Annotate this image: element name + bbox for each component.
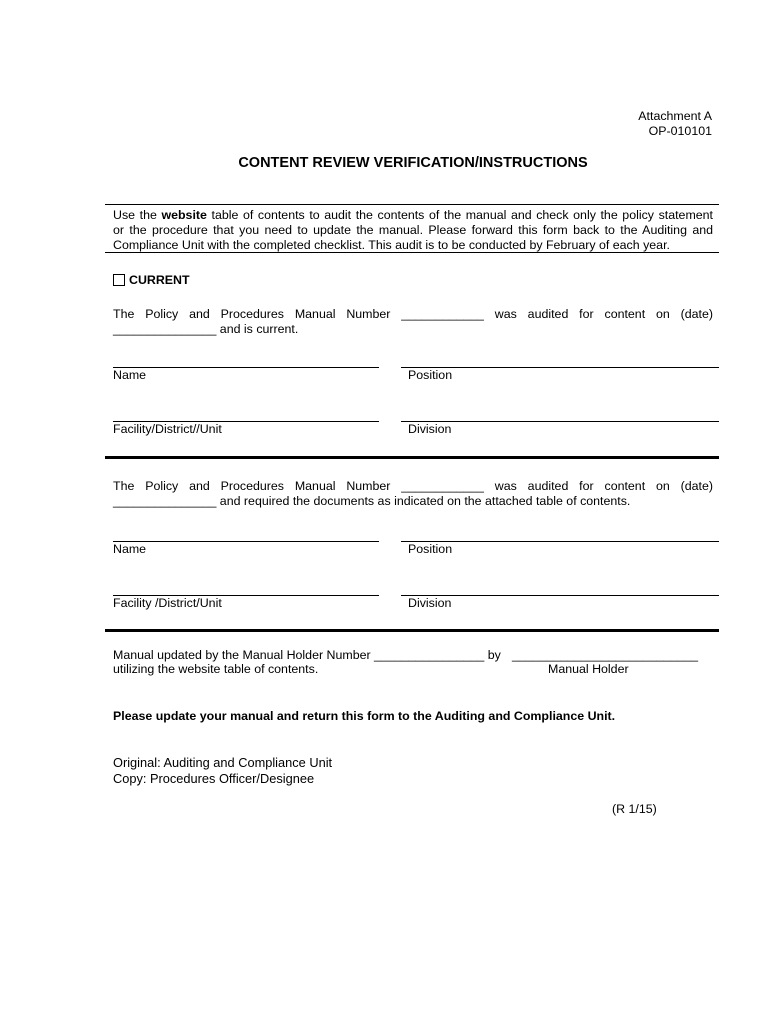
instructions-bottom-rule	[105, 252, 719, 253]
current-checkbox-label: CURRENT	[129, 273, 190, 287]
facility-label-2: Facility /District/Unit	[113, 596, 222, 610]
document-number: OP-010101	[648, 124, 712, 138]
instructions-line-1	[113, 208, 713, 223]
instructions-prefix: Use the	[113, 208, 162, 222]
position-label: Position	[408, 368, 453, 382]
required-statement	[113, 479, 713, 509]
manual-holder-label: Manual Holder	[548, 662, 629, 676]
required-statement-line-2: _______________ and required the documents as indicated on the attached table of contents.	[113, 494, 631, 508]
division-label-2: Division	[408, 596, 452, 610]
name-signature-line-2[interactable]	[113, 541, 379, 542]
instructions-line-1-rest: table of contents to audit the contents of the manual and check only the policy statement	[206, 208, 713, 222]
instructions-top-rule	[105, 204, 719, 205]
please-update-notice: Please update your manual and return this form to the Auditing and Compliance Unit.	[113, 709, 616, 723]
distribution-original: Original: Auditing and Compliance Unit	[113, 755, 333, 770]
name-label: Name	[113, 368, 147, 382]
position-label-2: Position	[408, 542, 453, 556]
current-statement-line-2: _______________ and is current.	[113, 322, 299, 336]
section-divider-1	[105, 456, 719, 459]
instructions-bold-word: website	[161, 208, 207, 222]
manual-update-line-2: utilizing the website table of contents.	[113, 662, 319, 676]
name-label-2: Name	[113, 542, 147, 556]
instructions-paragraph	[113, 208, 713, 253]
current-checkbox[interactable]	[113, 274, 125, 286]
current-checkbox-row[interactable]	[113, 273, 190, 287]
instructions-line-3: Compliance Unit with the completed checklist. This audit is to be conducted by February of each year.	[113, 238, 670, 252]
division-label: Division	[408, 422, 452, 436]
revision-code: (R 1/15)	[612, 802, 657, 816]
current-statement	[113, 307, 713, 337]
name-signature-line[interactable]	[113, 367, 379, 368]
section-divider-2	[105, 629, 719, 632]
attachment-label: Attachment A	[638, 109, 712, 123]
page-title: CONTENT REVIEW VERIFICATION/INSTRUCTIONS	[238, 155, 588, 171]
current-statement-line-1: The Policy and Procedures Manual Number ____________ was audited for content on (date)	[113, 307, 713, 321]
required-statement-line-1: The Policy and Procedures Manual Number ____________ was audited for content on (date)	[113, 479, 713, 493]
distribution-copy: Copy: Procedures Officer/Designee	[113, 771, 315, 786]
manual-holder-blank[interactable]: ___________________________	[512, 648, 699, 662]
manual-update-line-1: Manual updated by the Manual Holder Number ________________ by	[113, 648, 501, 662]
instructions-line-2: or the procedure that you need to update the manual. Please forward this form back to the Auditing and	[113, 223, 713, 237]
facility-label: Facility/District//Unit	[113, 422, 222, 436]
